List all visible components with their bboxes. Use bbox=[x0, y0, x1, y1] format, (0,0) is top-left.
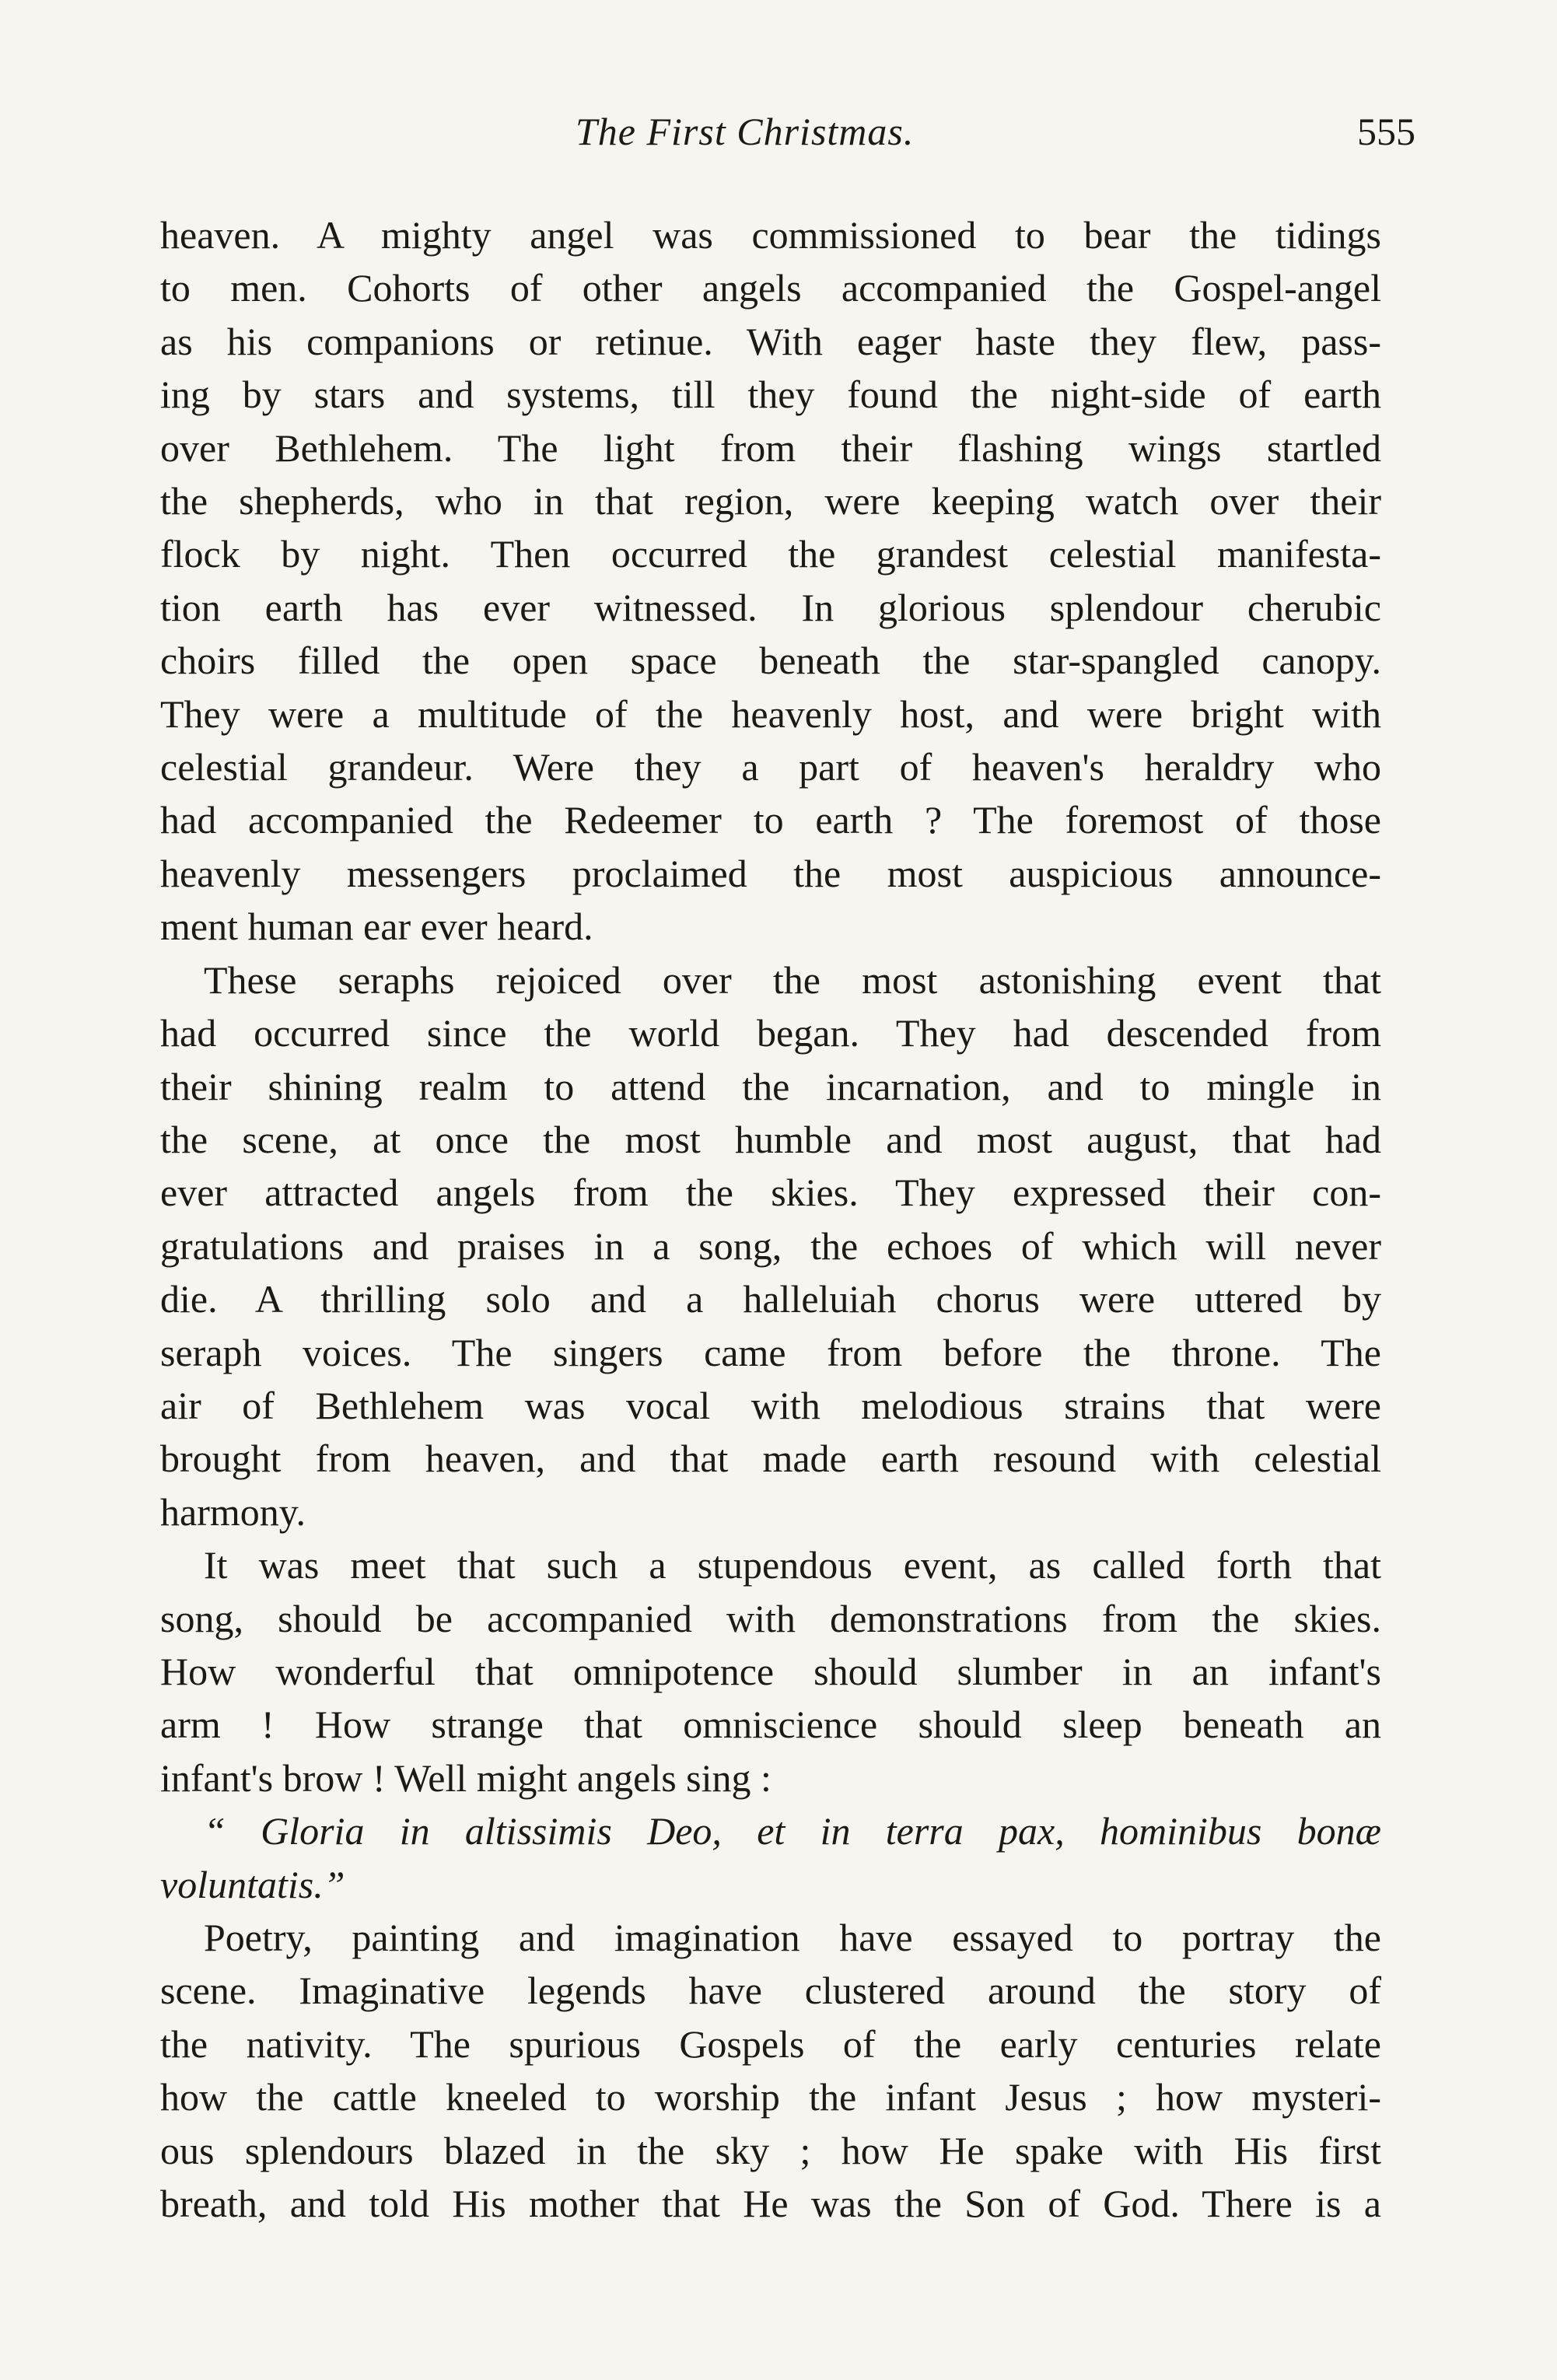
text-line: They were a multitude of the heavenly host, and were bright with bbox=[160, 691, 1381, 736]
text-line: die. A thrilling solo and a halleluiah chorus were uttered by bbox=[160, 1277, 1381, 1321]
text-line: their shining realm to attend the incarnation, and to mingle in bbox=[160, 1064, 1381, 1108]
quote-line: voluntatis.” bbox=[160, 1862, 345, 1906]
text-line: breath, and told His mother that He was the Son of God. There is a bbox=[160, 2182, 1381, 2226]
text-line: had occurred since the world began. They had descended from bbox=[160, 1011, 1381, 1055]
text-line: These seraphs rejoiced over the most astonishing event that bbox=[204, 957, 1381, 1002]
text-line: had accompanied the Redeemer to earth ? The foremost of those bbox=[160, 798, 1381, 842]
paragraph-3 bbox=[160, 1538, 1381, 1804]
text-line: heaven. A mighty angel was commissioned to bear the tidings bbox=[160, 213, 1381, 257]
text-line: ous splendours blazed in the sky ; how He spake with His first bbox=[160, 2128, 1381, 2172]
text-line: flock by night. Then occurred the grandest celestial manifesta- bbox=[160, 532, 1381, 576]
text-line: song, should be accompanied with demonstrations from the skies. bbox=[160, 1596, 1381, 1640]
text-line: as his companions or retinue. With eager haste they flew, pass- bbox=[160, 319, 1381, 363]
running-title: The First Christmas. bbox=[576, 110, 915, 153]
paragraph-2 bbox=[160, 954, 1381, 1538]
text-line: the nativity. The spurious Gospels of the early centuries relate bbox=[160, 2021, 1381, 2066]
latin-quotation bbox=[160, 1804, 1381, 1857]
text-line: ing by stars and systems, till they found the night-side of earth bbox=[160, 373, 1381, 417]
text-line: celestial grandeur. Were they a part of heaven's heraldry who bbox=[160, 745, 1381, 789]
text-line: air of Bethlehem was vocal with melodious strains that were bbox=[160, 1383, 1381, 1427]
text-line: tion earth has ever witnessed. In glorious splendour cherubic bbox=[160, 585, 1381, 629]
text-line: how the cattle kneeled to worship the infant Jesus ; how mysteri- bbox=[160, 2075, 1381, 2119]
text-line: arm ! How strange that omniscience should sleep beneath an bbox=[160, 1703, 1381, 1747]
text-line: gratulations and praises in a song, the echoes of which will never bbox=[160, 1223, 1381, 1268]
text-line: It was meet that such a stupendous event, as called forth that bbox=[204, 1543, 1381, 1587]
text-line: scene. Imaginative legends have clustered around the story of bbox=[160, 1969, 1381, 2013]
text-line: ever attracted angels from the skies. They expressed their con- bbox=[160, 1171, 1381, 1215]
text-line: How wonderful that omnipotence should slumber in an infant's bbox=[160, 1649, 1381, 1693]
page-header bbox=[156, 109, 1415, 171]
text-line: harmony. bbox=[160, 1489, 306, 1534]
text-line: brought from heaven, and that made earth resound with celestial bbox=[160, 1437, 1381, 1481]
quote-line: “ Gloria in altissimis Deo, et in terra pax, hominibus bonæ bbox=[204, 1809, 1381, 1853]
text-line: Poetry, painting and imagination have essayed to portray the bbox=[204, 1916, 1381, 1959]
page-number: 555 bbox=[1357, 110, 1415, 153]
body-text bbox=[160, 208, 1381, 2230]
text-line: the scene, at once the most humble and most august, that had bbox=[160, 1117, 1381, 1161]
text-line: over Bethlehem. The light from their flashing wings startled bbox=[160, 425, 1381, 470]
paragraph-1 bbox=[160, 208, 1381, 954]
text-line: infant's brow ! Well might angels sing : bbox=[160, 1755, 772, 1800]
paragraph-4 bbox=[160, 1911, 1381, 2230]
text-line: ment human ear ever heard. bbox=[160, 905, 593, 949]
text-line: to men. Cohorts of other angels accompanied the Gospel-angel bbox=[160, 266, 1381, 310]
text-line: the shepherds, who in that region, were keeping watch over their bbox=[160, 479, 1381, 523]
latin-quotation-continued bbox=[160, 1858, 1381, 1911]
text-line: heavenly messengers proclaimed the most auspicious announce- bbox=[160, 851, 1381, 895]
text-line: choirs filled the open space beneath the star-spangled canopy. bbox=[160, 639, 1381, 683]
text-line: seraph voices. The singers came from before the throne. The bbox=[160, 1330, 1381, 1374]
